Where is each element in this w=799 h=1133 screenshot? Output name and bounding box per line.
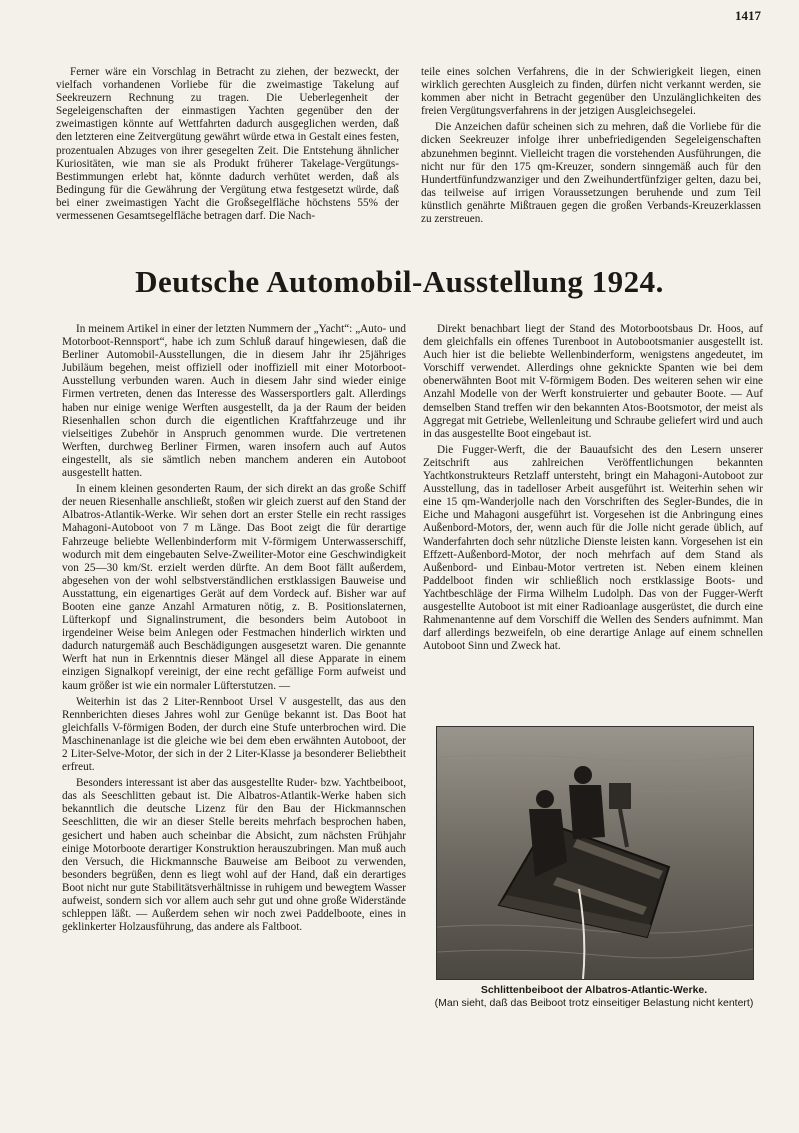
- article-headline: Deutsche Automobil-Ausstellung 1924.: [135, 264, 664, 299]
- boat-photo: [436, 726, 754, 980]
- paragraph: Weiterhin ist das 2 Liter-Rennboot Ursel V ausgestellt, das aus den Rennberichten dieses Jahres wohl zur Genüge bekannt ist. Das Boot hat gleichfalls V-förmigen Boden, der durch eine Stufe unterbrochen wird. Die Maschinenanlage ist die gleiche wie bei dem eben erwähnten Autoboot, der 2 Liter-Selve-Motor, der sich in der 2 Liter-Klasse ja besonderer Beliebtheit erfreut.: [62, 695, 406, 774]
- paragraph: Besonders interessant ist aber das ausgestellte Ruder- bzw. Yachtbeiboot, das als Seeschlitten gebaut ist. Die Albatros-Atlantik-Werke haben sich bekanntlich die deutsche Lizenz für den Bau der Hickmannschen Seeschlitten, die wir an dieser Stelle bereits mehrfach besprochen haben, gesichert und haben auch scheinbar die Absicht, zum nächsten Frühjahr einige Motorboote derartiger Konstruktion herauszubringen. Man muß auch den Versuch, die Hickmannsche Bauweise am Beiboot zu verwenden, besonders begrüßen, denn es liegt wohl auf der Hand, daß ein derartiges Boot nicht nur gute Stabilitätsverhältnisse in ruhigem und bewegtem Wasser aufweist, sondern sich vor allem auch sehr gut und ohne große Widerstände schleppen läßt. — Außerdem sehen wir noch zwei Paddelboote, eines in geklinkerter Holzausführung, das andere als Faltboot.: [62, 777, 406, 934]
- paragraph: Ferner wäre ein Vorschlag in Betracht zu ziehen, der bezweckt, der vielfach vorhandenen Vorliebe für die zweimastige Takelung auf Seekreuzern Rechnung zu tragen. Die Ueberlegenheit der Segeleigenschaften der einmastigen Yachten gegenüber den der zweimastigen könnte auf Wettfahrten dadurch ausgeglichen werden, daß den letzteren eine Zeitvergütung gewährt würde etwa in Gestalt eines festen, prozentualen Abzuges von ihrer gesegelten Zeit. Die Entstehung ähnlicher Kuriositäten, wie man sie als Produkt früherer Takelage-Vergütungs-Bestimmungen erlebt hat, könnte dadurch verhütet werden, daß als Bedingung für die Gewährung der Vergütung etwa festgesetzt würde, daß bei einer zweimastigen Yacht die Großsegelfläche höchstens 55% der vermessenen Gesamtsegelfläche betragen darf. Die Nach-: [56, 66, 399, 223]
- caption-title: Schlittenbeiboot der Albatros-Atlantic-Werke.: [480, 984, 708, 996]
- paragraph: teile eines solchen Verfahrens, die in der Schwierigkeit liegen, einen wirklich gerechten Ausgleich zu finden, dürfen nicht verkannt werden, sie kommen aber nicht in Betracht gegenüber den Unzulänglichkeiten des freien Vergütungsverfahrens in der jetzigen Ausgleichsegelei.: [421, 66, 761, 118]
- top-right-column: [421, 66, 761, 226]
- body-right-column: [423, 323, 763, 653]
- body-left-column: [62, 323, 406, 934]
- page-number: 1417: [735, 8, 761, 23]
- figure-caption: [428, 984, 760, 1009]
- paragraph: In meinem Artikel in einer der letzten Nummern der „Yacht“: „Auto- und Motorboot-Rennsport“, habe ich zum Schluß darauf hingewiesen, daß die Berliner Automobil-Ausstellungen, die in diesem Jahr ihr 25jähriges Jubiläum begehen, meist offiziell oder inoffiziell mit einer Motorboot-Ausstellung verbunden waren. Auch in diesem Jahr sind wieder einige Firmen vertreten, denen das Interesse des Wassersportlers galt. Allerdings haben nur einige wenige Werften ausgestellt, da ja der Raum der beiden Riesenhallen schon durch die eigentlichen Kraftfahrzeuge und ihr vielseitiges Zubehör in Anspruch genommen wurde. Die vertretenen Werften, durchweg Berliner Firmen, waren insofern auch auf Autos eingestellt, als sie sämtlich neben manchem anderen ein Autoboot ausgestellt hatten.: [62, 323, 406, 480]
- paragraph: Die Fugger-Werft, die der Bauaufsicht des den Lesern unserer Zeitschrift aus zahlreichen Veröffentlichungen bekannten Yachtkonstrukteurs Retzlaff untersteht, bringt ein Mahagoni-Autoboot zur Ausstellung, das in tadelloser Arbeit ausgeführt ist. Weiterhin sehen wir eine 15 qm-Wanderjolle nach den Vorschriften des Segler-Bundes, die in Eiche und Mahagoni ausgeführt ist. Vorgesehen ist die Anbringung eines Außenbord-Motors, der, wenn auch für die Jolle nicht gerade üblich, auf Wanderfahrten doch sehr nützliche Dienste leisten kann. Vorgesehen ist ein Effzett-Außenbord-Motor, der noch mehrfach auf dem Stand als Außenbord- und Einbau-Motor vertreten ist. Neben einem kleinen Paddelboot finden wir schließlich noch erstklassige Boots- und Yachtbeschläge der Firma Wilhelm Ludolph. Das von der Fugger-Werft ausgestellte Autoboot ist mit einer Radioanlage ausgerüstet, die durch eine Rahmenantenne auf dem Vorschiff die Wellen des Senders aufnimmt. Man darf allerdings bezweifeln, ob eine derartige Anlage auf einem schnellen Autoboot Sinn und Zweck hat.: [423, 443, 763, 653]
- paragraph: In einem kleinen gesonderten Raum, der sich direkt an das große Schiff der neuen Riesenhalle anschließt, stoßen wir gleich zuerst auf den Stand der Albatros-Atlantik-Werke. Wir sehen dort an erster Stelle ein recht rassiges Mahagoni-Autoboot von 7 m Länge. Das Boot zeigt die für derartige Fahrzeuge beliebte Wellenbinderform mit V-förmigem Unterwasserschiff, wodurch mit dem eingebauten Selve-Zweiliter-Motor eine Geschwindigkeit von 25—30 km/St. erzielt werden dürfte. An dem Boot fällt außerdem, abgesehen von der wohl selbstverständlichen erstklassigen Bauweise und Ausstattung, ein eigenartiges Gerät auf dem Vordeck auf. Bisher war auf Booten eine ganze Anzahl Armaturen nötig, z. B. Positionslaternen, Lüfterkopf und Signalinstrument, die besonders beim Autoboot in irgendeiner Weise beim Anlegen oder Festmachen hinderlich wirkten und dadurch naturgemäß auch Beschädigungen ausgesetzt waren. Die genannte Werft hat nun in Erkenntnis dieser Mängel all diese Apparate in einem einzigen Signalkopf vereinigt, der eine recht gefällige Form aufweist und kaum größer ist wie ein normaler Lüfterstutzen. —: [62, 483, 406, 692]
- paragraph: Direkt benachbart liegt der Stand des Motorbootsbaus Dr. Hoos, auf dem gleichfalls ein offenes Turenboot in Autobootsmanier ausgestellt ist. Auch hier ist die beliebte Wellenbinderform, wenigstens angedeutet, im Vorschiff verwendet. Allerdings ohne geknickte Spanten wie bei dem obenerwähnten Boot mit V-förmigem Boden. Des weiteren sehen wir eine Anzahl Modelle von der Werft konstruierter und gebauter Boote. — Auf demselben Stand treffen wir den bekannten Atos-Bootsmotor, der meist als Aggregat mit Getriebe, Wellenleitung und Schraube geliefert wird und auch in das ausgestellte Boot eingebaut ist.: [423, 323, 763, 440]
- paragraph: Die Anzeichen dafür scheinen sich zu mehren, daß die Vorliebe für die dicken Seekreuzer infolge ihrer unbefriedigenden Segeleigenschaften abzunehmen beginnt. Vielleicht tragen die vorstehenden Ausführungen, die nicht nur für den 175 qm-Kreuzer, sondern sinngemäß auch für den Hundertfünfundzwanziger und den Zweihundertfünfziger gelten, dazu bei, das teilweise auf irrigen Voraussetzungen beruhende und zum Teil künstlich genährte Mißtrauen gegen die großen Verbands-Kreuzerklassen zu zerstreuen.: [421, 121, 761, 226]
- boat-photo-illustration: [437, 727, 753, 979]
- top-left-column: [56, 66, 399, 223]
- caption-subtitle: (Man sieht, daß das Beiboot trotz einseitiger Belastung nicht kentert): [434, 996, 754, 1009]
